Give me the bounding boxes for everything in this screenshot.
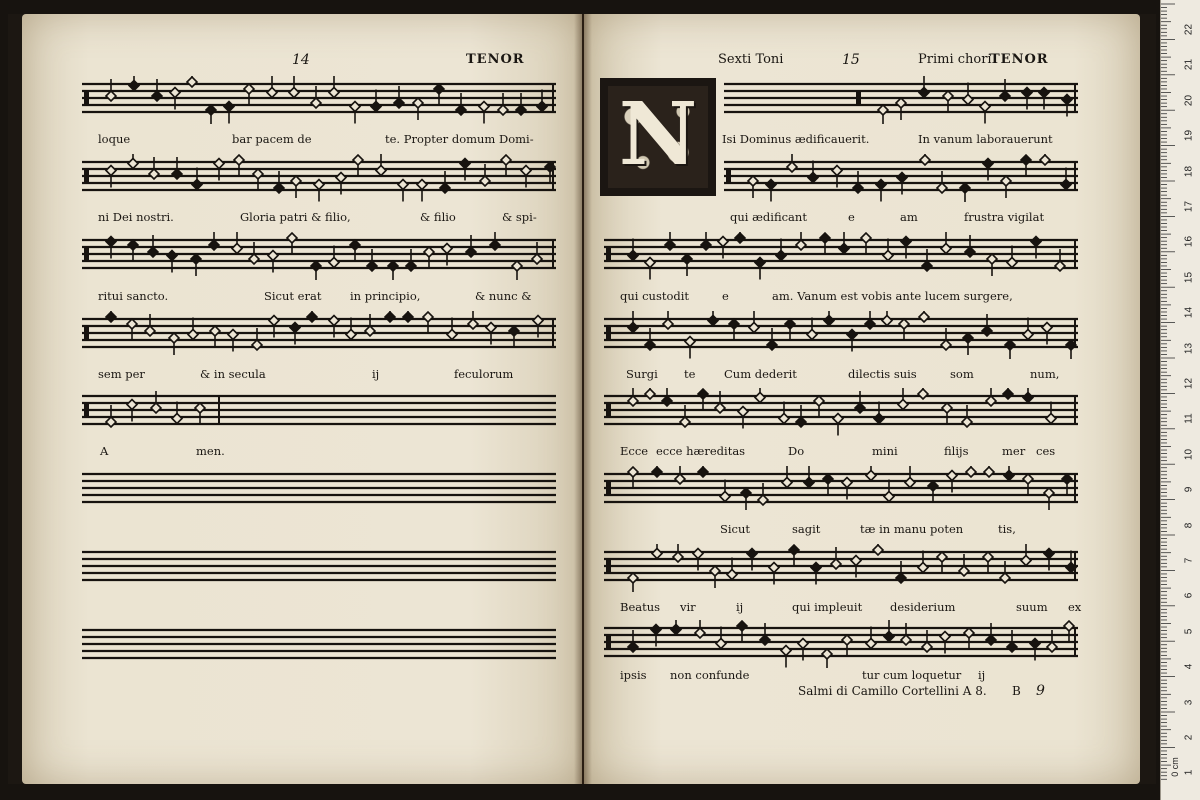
left-staff-2	[82, 154, 556, 202]
ruler-number: 2	[1183, 734, 1195, 741]
lyric: Sicut	[720, 522, 751, 536]
lyric: bar pacem de	[232, 132, 312, 146]
lyric: Gloria patri & filio,	[240, 210, 351, 224]
lyric: ecce hæreditas	[656, 444, 746, 458]
lyric: sagit	[792, 522, 821, 536]
tone-label: Sexti Toni	[718, 52, 784, 67]
ruler-number: 19	[1183, 130, 1195, 142]
lyric: vir	[680, 600, 696, 614]
lyric: & filio	[420, 210, 456, 224]
lyric: Beatus	[620, 600, 661, 614]
ruler-number: 6	[1183, 593, 1195, 599]
ruler-number: 16	[1183, 236, 1195, 248]
lyric: ritui sancto.	[98, 289, 169, 303]
left-staff-empty-3	[82, 622, 556, 670]
ruler-ticks	[1161, 0, 1200, 800]
ruler-number: 10	[1183, 448, 1195, 460]
lyric: qui ædificant	[730, 210, 807, 224]
lyric: Surgi	[626, 367, 658, 381]
lyric: & in secula	[200, 367, 266, 381]
lyric: ij	[372, 367, 380, 381]
lyric: qui custodit	[620, 289, 690, 303]
left-staff-3	[82, 232, 556, 280]
lyric: & nunc &	[475, 289, 532, 303]
lyric: ij	[978, 668, 986, 682]
ruler-number: 12	[1183, 377, 1195, 390]
lyric: tur cum loquetur	[862, 668, 962, 682]
lyric: tis,	[998, 522, 1016, 536]
initial-letter: N	[618, 84, 698, 185]
lyric: Cum dederit	[724, 367, 797, 381]
ruler-number: 5	[1183, 628, 1195, 635]
lyric: ni Dei nostri.	[98, 210, 174, 224]
left-staff-5	[82, 388, 556, 436]
lyric: in principio,	[350, 289, 421, 303]
lyric: Sicut erat	[264, 289, 322, 303]
lyric: ij	[736, 600, 744, 614]
right-staff-5	[604, 388, 1078, 436]
lyric: non confunde	[670, 668, 750, 682]
ruler-number: 11	[1183, 413, 1195, 425]
left-staff-empty-2	[82, 544, 556, 592]
ruler-number: 7	[1183, 557, 1195, 564]
right-part-label: TENOR	[990, 52, 1049, 67]
book-gutter	[574, 14, 592, 784]
lyric: te. Propter domum Domi-	[385, 132, 534, 146]
lyric: filijs	[944, 444, 969, 458]
lyric: mer	[1002, 444, 1026, 458]
ruler-number: 13	[1183, 342, 1195, 354]
right-staff-8	[604, 620, 1078, 668]
right-staff-7	[604, 544, 1078, 592]
left-part-label: TENOR	[466, 52, 525, 67]
lyric: tæ in manu poten	[860, 522, 964, 536]
decorated-initial	[600, 78, 716, 196]
right-staff-4	[604, 311, 1078, 359]
right-staff-1	[724, 76, 1078, 124]
ruler-number: 3	[1183, 699, 1195, 705]
ruler-number: 1	[1183, 770, 1195, 776]
lyric: Ecce	[620, 444, 649, 458]
lyric: ex	[1068, 600, 1082, 614]
ruler-number: 15	[1183, 271, 1195, 283]
left-page-number: 14	[292, 52, 310, 68]
lyric: am. Vanum est vobis ante lucem surgere,	[772, 289, 1013, 303]
lyric: frustra vigilat	[964, 210, 1045, 224]
lyric: sem per	[98, 367, 145, 381]
ruler-number: 18	[1183, 165, 1195, 177]
ruler-number: 4	[1183, 663, 1195, 670]
ruler-number: 17	[1183, 200, 1195, 213]
lyric: suum	[1016, 600, 1048, 614]
lyric: am	[900, 210, 918, 224]
footer-title: Salmi di Camillo Cortellini A 8.	[798, 684, 987, 698]
lyric: Do	[788, 444, 805, 458]
ruler-number: 9	[1183, 486, 1195, 493]
lyric: desiderium	[890, 600, 956, 614]
lyric: Isi Dominus ædificauerit.	[722, 132, 870, 146]
left-staff-1	[82, 76, 556, 124]
lyric: e	[848, 210, 855, 224]
lyric: feculorum	[454, 367, 514, 381]
lyric: A	[100, 444, 109, 458]
right-page-number: 15	[842, 52, 860, 68]
lyric: te	[684, 367, 696, 381]
lyric: num,	[1030, 367, 1060, 381]
ruler-number: 21	[1183, 59, 1195, 71]
lyric: ces	[1036, 444, 1056, 458]
lyric: In vanum laborauerunt	[918, 132, 1053, 146]
ruler-unit: 0 cm	[1169, 757, 1180, 777]
right-staff-2	[724, 154, 1078, 202]
lyric: mini	[872, 444, 898, 458]
measuring-ruler	[1160, 0, 1200, 800]
ruler-number: 14	[1183, 307, 1195, 319]
lyric: qui impleuit	[792, 600, 863, 614]
lyric: som	[950, 367, 974, 381]
left-staff-empty-1	[82, 466, 556, 514]
ruler-number: 22	[1183, 23, 1195, 36]
lyric: e	[722, 289, 729, 303]
right-staff-3	[604, 232, 1078, 280]
left-staff-4	[82, 311, 556, 359]
lyric: men.	[196, 444, 225, 458]
lyric: & spi-	[502, 210, 537, 224]
lyric: ipsis	[620, 668, 647, 682]
right-staff-6	[604, 466, 1078, 514]
signature-number: 9	[1036, 683, 1045, 699]
lyric: loque	[98, 132, 131, 146]
signature-mark: B	[1012, 684, 1021, 698]
choir-label: Primi chori	[918, 52, 992, 67]
ruler-number: 8	[1183, 522, 1195, 528]
lyric: dilectis suis	[848, 367, 917, 381]
ruler-number: 20	[1183, 94, 1195, 106]
